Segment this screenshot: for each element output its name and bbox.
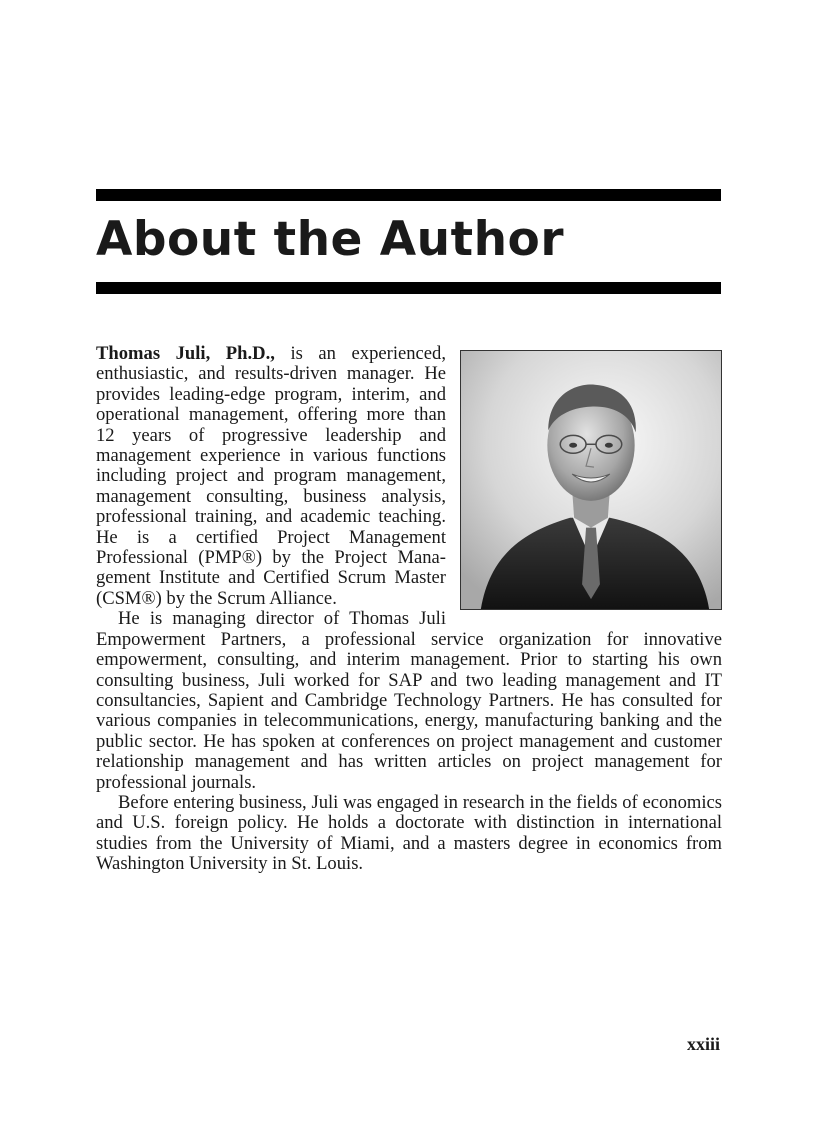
top-rule bbox=[96, 189, 721, 201]
page-number: xxiii bbox=[686, 1034, 720, 1054]
bottom-rule bbox=[96, 282, 721, 294]
author-portrait-icon bbox=[461, 351, 721, 609]
author-photo bbox=[460, 350, 722, 610]
author-name: Thomas Juli, Ph.D., bbox=[96, 343, 275, 364]
bio-paragraph-1-text: is an experienced, enthusiastic, and results-driven manager. He provides leading-edge program, interim, and operational management, offering more than 12 years of progressive leadership and management experience in various functions including project and program management, management consulting, business analysis, professional training, and academic teaching. He is a certified Project Management Professional (PMP®) by the Project Management Institute and Certified Scrum Master (CSM®) by the Scrum Alliance. bbox=[96, 343, 446, 609]
bio-paragraph-2: He is managing director of Thomas Juli Empowerment Partners, a professional service organization for innovative empowerment, consulting, and interim management. Prior to starting his own consulting business, Juli worked for SAP and two leading management and IT consultancies, Sapient and Cambridge Technology Partners. He has consulted for various companies in telecommunications, energy, manufacturing banking and the public sector. He has spoken at conferences on project management and customer relationship management and has written articles on project management for professional journals. bbox=[96, 608, 722, 793]
bio-text bbox=[96, 344, 722, 875]
bio-paragraph-3: Before entering business, Juli was engaged in research in the fields of economics and U.S. foreign policy. He holds a doctorate with distinction in international studies from the University of Miami, and a masters degree in economics from Washington University in St. Louis. bbox=[96, 791, 722, 875]
chapter-title: About the Author bbox=[96, 212, 564, 267]
